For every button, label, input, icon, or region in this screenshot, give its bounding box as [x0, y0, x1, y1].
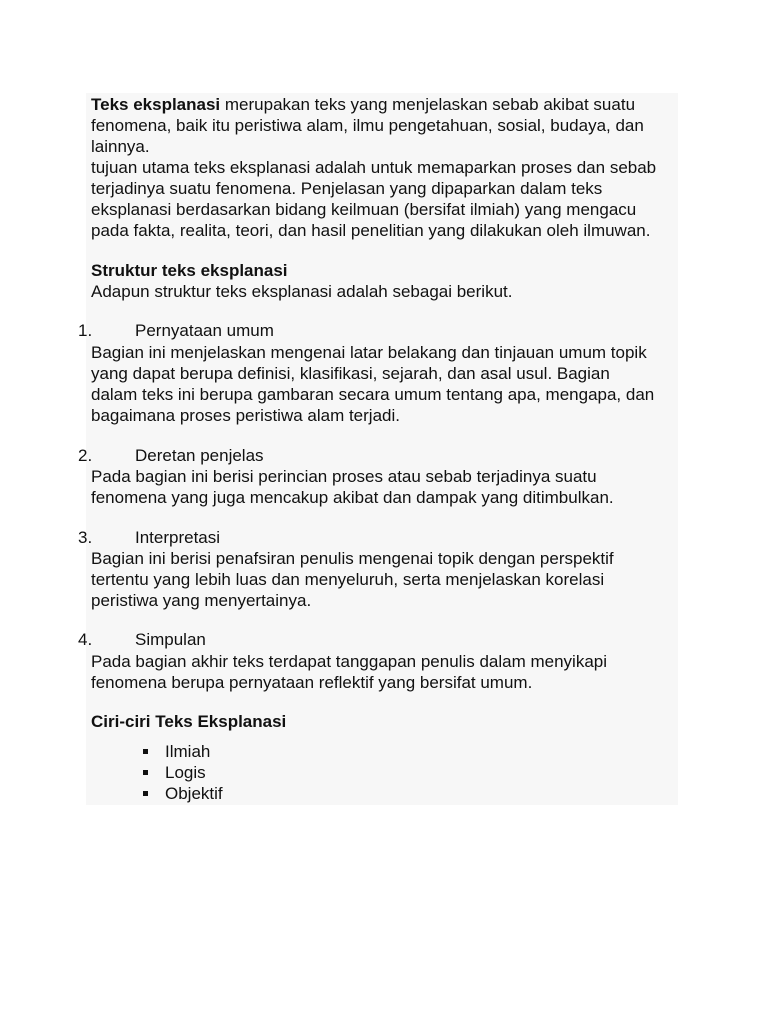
text-line: Bagian ini berisi penafsiran penulis mengenai topik dengan perspektif [91, 549, 614, 568]
structure-section [91, 260, 512, 302]
text-line: pada fakta, realita, teori, dan hasil penelitian yang dilakukan oleh ilmuwan. [91, 221, 651, 240]
item-number: 2. [78, 446, 93, 465]
text-line: fenomena berupa pernyataan reflektif yang bersifat umum. [91, 673, 533, 692]
item-title: Deretan penjelas [135, 446, 264, 465]
intro-bold-term: Teks eksplanasi [91, 95, 221, 114]
text-line: eksplanasi berdasarkan bidang keilmuan (bersifat ilmiah) yang mengacu [91, 200, 637, 219]
text-line: fenomena, baik itu peristiwa alam, ilmu pengetahuan, sosial, budaya, dan [91, 116, 644, 135]
item-description [91, 342, 654, 426]
text-line: peristiwa yang menyertainya. [91, 591, 312, 610]
item-number: 3. [78, 528, 93, 547]
structure-lead: Adapun struktur teks eksplanasi adalah sebagai berikut. [91, 282, 513, 301]
text-line: Pada bagian akhir teks terdapat tanggapan penulis dalam menyikapi [91, 652, 608, 671]
characteristics-list [143, 741, 223, 804]
item-title: Simpulan [135, 630, 206, 649]
characteristics-heading: Ciri-ciri Teks Eksplanasi [91, 712, 287, 731]
text-line: Pada bagian ini berisi perincian proses atau sebab terjadinya suatu [91, 467, 597, 486]
item-description [91, 548, 614, 611]
list-item: Logis [143, 762, 223, 783]
intro-paragraph [91, 94, 656, 241]
text-line: yang dapat berupa definisi, klasifikasi, sejarah, dan asal usul. Bagian [91, 364, 610, 383]
item-description [91, 466, 614, 508]
item-number: 4. [78, 630, 93, 649]
text-line: fenomena yang juga mencakup akibat dan dampak yang ditimbulkan. [91, 488, 614, 507]
text-line: tujuan utama teks eksplanasi adalah untuk memaparkan proses dan sebab [91, 158, 657, 177]
characteristics-section [91, 711, 286, 732]
text-line: lainnya. [91, 137, 150, 156]
list-item: Objektif [143, 783, 223, 804]
text-line: merupakan teks yang menjelaskan sebab akibat suatu [220, 95, 636, 114]
text-line: dalam teks ini berupa gambaran secara umum tentang apa, mengapa, dan [91, 385, 655, 404]
item-number: 1. [78, 321, 93, 340]
text-line: Bagian ini menjelaskan mengenai latar belakang dan tinjauan umum topik [91, 343, 647, 362]
text-line: bagaimana proses peristiwa alam terjadi. [91, 406, 400, 425]
item-title: Pernyataan umum [135, 321, 274, 340]
item-title: Interpretasi [135, 528, 221, 547]
list-item: Ilmiah [143, 741, 223, 762]
structure-heading: Struktur teks eksplanasi [91, 261, 288, 280]
item-description [91, 651, 607, 693]
text-line: tertentu yang lebih luas dan menyeluruh, serta menjelaskan korelasi [91, 570, 605, 589]
text-line: terjadinya suatu fenomena. Penjelasan yang dipaparkan dalam teks [91, 179, 603, 198]
